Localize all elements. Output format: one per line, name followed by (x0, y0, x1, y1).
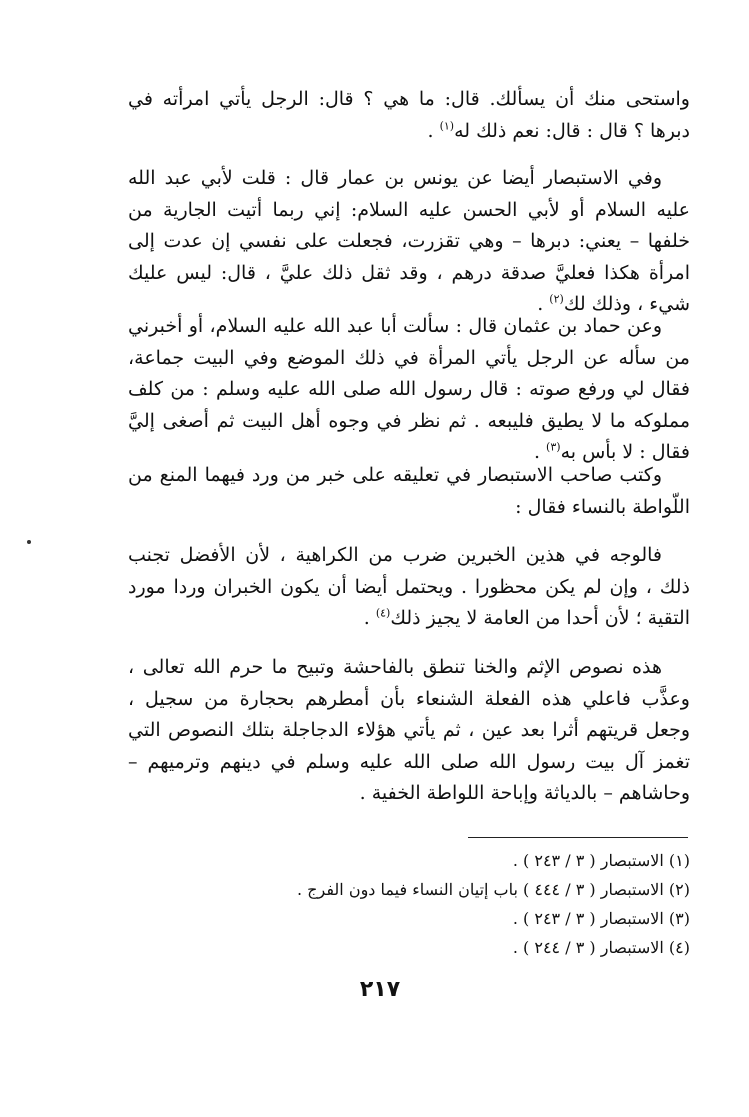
footnote-3: (٣) الاستبصار ( ٣ / ٢٤٣ ) . (512, 909, 690, 928)
paragraph-2 (128, 163, 690, 321)
footnote-ref-2: (٢) (549, 292, 564, 306)
paragraph-1-tail: . (427, 119, 440, 142)
paragraph-5-tail: . (363, 607, 376, 629)
margin-speck (27, 540, 31, 544)
paragraph-2-tail: . (537, 293, 550, 315)
paragraph-5 (128, 540, 690, 635)
footnote-1: (١) الاستبصار ( ٣ / ٢٤٣ ) . (512, 851, 690, 870)
footnote-ref-1: (١) (439, 119, 455, 133)
footnote-ref-4: (٤) (375, 606, 391, 620)
paragraph-2-text: وفي الاستبصار أيضا عن يونس بن عمار قال : قلت لأبي عبد الله عليه السلام أو لأبي الحسن عليه السلام: إني ربما أتيت الجارية من خلفها – يعني: دبرها – وهي تقزرت، فجعلت على نفسي إن عدت إلى امرأة هكذا فعليَّ صدقة درهم ، وقد ثقل ذلك عليَّ ، قال: ليس عليك شيء ، وذلك لك (128, 167, 690, 315)
paragraph-1-text: واستحى منك أن يسألك. قال: ما هي ؟ قال: الرجل يأتي امرأته في دبرها ؟ قال : قال: نعم ذلك له (128, 88, 690, 142)
paragraph-5-text: فالوجه في هذين الخبرين ضرب من الكراهية ، لأن الأفضل تجنب ذلك ، وإن لم يكن محظورا . ويحتمل أيضا أن يكون الخبران وردا مورد التقية ؛ لأن أحدا من العامة لا يجيز ذلك (128, 544, 690, 629)
paragraph-4-text: وكتب صاحب الاستبصار في تعليقه على خبر من ورد فيهما المنع من اللّواطة بالنساء فقال : (128, 464, 690, 518)
page-number: ٢١٧ (359, 977, 401, 1002)
footnote-2: (٢) الاستبصار ( ٣ / ٤٤٤ ) باب إتيان النساء فيما دون الفرج . (297, 880, 690, 899)
paragraph-3-text: وعن حماد بن عثمان قال : سألت أبا عبد الله عليه السلام، أو أخبرني من سأله عن الرجل يأتي المرأة في ذلك الموضع وفي البيت جماعة، فقال لي ورفع صوته : قال رسول الله صلى الله عليه وسلم : من كلف مملوكه ما لا يطيق فليبعه . ثم نظر في وجوه أهل البيت ثم أصغى إليَّ فقال : لا بأس به (128, 315, 690, 463)
paragraph-6 (128, 652, 690, 810)
footnote-separator (468, 837, 688, 838)
paragraph-3 (128, 311, 690, 469)
footnote-4: (٤) الاستبصار ( ٣ / ٢٤٤ ) . (512, 938, 690, 957)
paragraph-3-tail: . (533, 441, 547, 463)
paragraph-1 (128, 84, 690, 147)
paragraph-6-text: هذه نصوص الإثم والخنا تنطق بالفاحشة وتبيح ما حرم الله تعالى ، وعذَّب فاعلي هذه الفعلة الشنعاء بأن أمطرهم بحجارة من سجيل ، وجعل قريتهم أثرا بعد عين ، ثم يأتي هؤلاء الدجاجلة بتلك النصوص التي تغمز آل بيت رسول الله صلى الله عليه وسلم في دينهم وترميهم – وحاشاهم – بالدياثة وإباحة اللواطة الخفية . (128, 656, 690, 804)
footnote-ref-3: (٣) (546, 440, 561, 454)
paragraph-4 (128, 460, 690, 523)
